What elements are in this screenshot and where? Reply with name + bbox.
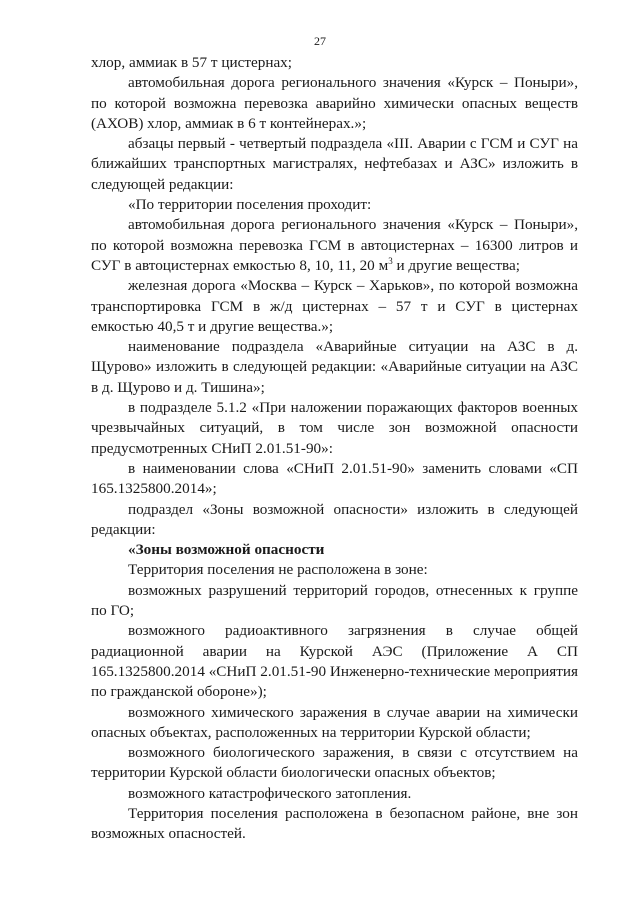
paragraph: подраздел «Зоны возможной опасности» изложить в следующей редакции: — [91, 500, 578, 538]
paragraph: хлор, аммиак в 57 т цистернах; — [91, 54, 292, 71]
paragraph-text: и другие вещества; — [392, 256, 520, 274]
superscript: 3 — [388, 255, 393, 266]
paragraph: абзацы первый - четвертый подраздела «III. Аварии с ГСМ и СУГ на ближайших транспортных магистралях, нефтебазах и АЗС» изложить в следующей редакции: — [91, 135, 578, 193]
section-heading: «Зоны возможной опасности — [128, 541, 325, 559]
paragraph: Территория поселения расположена в безопасном районе, вне зон возможных опасностей. — [91, 804, 578, 843]
paragraph: Территория поселения не расположена в зоне: — [128, 561, 428, 579]
paragraph: железная дорога «Москва – Курск – Харьков», по которой возможна транспортировка ГСМ в ж/д цистернах – 57 т и СУГ в цистернах емкостью 40,5 т и другие вещества.»; — [91, 277, 578, 335]
paragraph: возможного катастрофического затопления. — [128, 784, 412, 802]
paragraph: наименование подраздела «Аварийные ситуации на АЗС в д. Щурово» изложить в следующей редакции: «Аварийные ситуации на АЗС в д. Щурово и д. Тишина»; — [91, 338, 578, 396]
paragraph: в наименовании слова «СНиП 2.01.51-90» заменить словами «СП 165.1325800.2014»; — [91, 459, 578, 498]
paragraph — [91, 215, 578, 276]
paragraph: возможного радиоактивного загрязнения в случае общей радиационной аварии на Курской АЭС (Приложение А СП 165.1325800.2014 «СНиП 2.01.51-90 Инженерно-технические мероприятия по гражданской обороне»); — [91, 622, 578, 701]
paragraph: автомобильная дорога регионального значения «Курск – Поныри», по которой возможна перевозка аварийно химически опасных веществ (АХОВ) хлор, аммиак в 6 т контейнерах.»; — [91, 74, 578, 132]
paragraph: возможных разрушений территорий городов, отнесенных к группе по ГО; — [91, 581, 578, 620]
paragraph: «По территории поселения проходит: — [128, 196, 372, 214]
document-body — [91, 53, 578, 845]
paragraph: возможного биологического заражения, в связи с отсутствием на территории Курской области биологически опасных объектов; — [91, 744, 578, 782]
paragraph-text: автомобильная дорога регионального значения «Курск – Поныри», по которой возможна перевозка ГСМ в автоцистернах – 16300 литров и СУГ в автоцистернах емкостью 8, 10, 11, 20 м — [91, 216, 578, 274]
page-number: 27 — [314, 34, 326, 48]
paragraph: в подразделе 5.1.2 «При наложении поражающих факторов военных чрезвычайных ситуаций, в том числе зон возможной опасности предусмотренных СНиП 2.01.51-90»: — [91, 399, 578, 457]
paragraph: возможного химического заражения в случае аварии на химически опасных объектах, расположенных на территории Курской области; — [91, 703, 578, 741]
